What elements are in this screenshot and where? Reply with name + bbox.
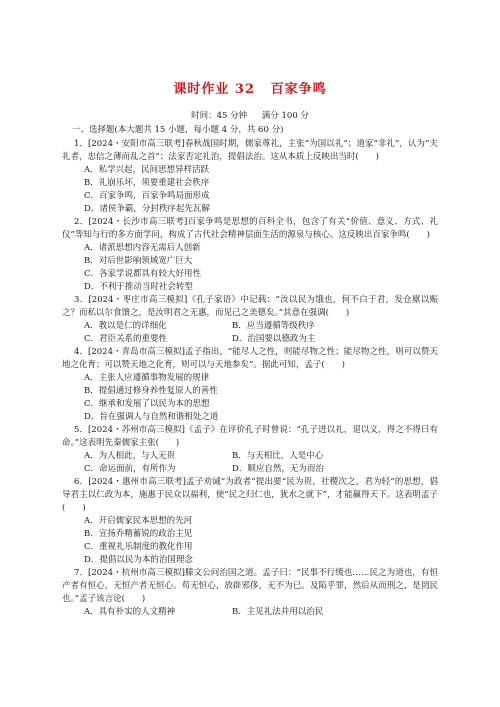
question-stem: 1．[2024・安阳市高三联考]春秋战国时期，儒家尊礼，主张“为国以礼”；道家“非礼”，认为“夫礼者，忠信之薄而乱之首”；法家否定礼治，提倡法治。这从本质上反映出当时( ) [62, 139, 438, 162]
answer-option: C．百家争鸣，百家争鸣局面形成 [84, 191, 210, 201]
question-3 [62, 294, 438, 346]
answer-option: B．礼崩乐坏，须要重建社会秩序 [84, 178, 210, 188]
answer-option: D．治国要以德政为主 [232, 334, 316, 344]
answer-option-row [62, 333, 438, 346]
answer-option: A．诸派思想内容无需后人创新 [84, 243, 201, 253]
time-limit: 时间：45 分钟 [191, 111, 248, 121]
question-4 [62, 346, 438, 424]
total-score: 满分 100 分 [261, 111, 309, 121]
answer-option: B．对后世影响领域宽广巨大 [84, 256, 193, 266]
answer-option: C．重视礼乐制度的教化作用 [84, 542, 193, 552]
question-stem: 2．[2024・长沙市高三联考]百家争鸣是思想的百科全书，包含了有关“价值、意义、方式、礼仪”等知与行的多方面学问，构成了古代社会精神层面生活的源泉与核心。这反映出百家争鸣( ) [62, 217, 438, 240]
answer-option: A．主张人应遵循事物发展的规律 [84, 373, 210, 383]
question-stem: 3．[2024・枣庄市高三模拟]《孔子家语》中记载：“汝以民为饿也，何不白于君，发仓廪以赈之？而私以尔食馈之，是汝明君之无惠，而见己之美德矣。”其意在强调( ) [62, 295, 438, 318]
question-list [62, 138, 438, 619]
answer-option: D．顺应自然，无为而治 [232, 464, 324, 474]
answer-option: B．与天相比，人是中心 [232, 451, 324, 461]
answer-option: A．为人相此，与人无贵 [84, 451, 176, 461]
answer-option: D．不利于推动当时社会转型 [84, 282, 193, 292]
question-6 [62, 476, 438, 567]
title-topic: 百家争鸣 [270, 82, 327, 97]
answer-option: A．私学兴起，民间思想异样活跃 [84, 165, 210, 175]
answer-option-row [62, 463, 438, 476]
question-stem: 6．[2024・惠州市高三联考]孟子劝诫“为政者”提出要“民为贵，社稷次之，君为轻”的思想，倡导君主以仁政为本，施惠于民众以福利，使“民之归仁也，犹水之就下”，才能赢得天下。这表明孟子( ) [62, 477, 438, 513]
answer-option: B．宣扬乔精蓄锐的政治主见 [84, 529, 193, 539]
section-header: 一、选择题(本大题共 15 小题，每小题 4 分，共 60 分) [72, 125, 284, 135]
answer-option: B．提倡通过修身养性复原人的善性 [84, 386, 218, 396]
page-title [62, 78, 438, 97]
answer-option: C．继承和发展了以民为本的思想 [84, 399, 210, 409]
answer-option: C．各家学说都具有较大好用性 [84, 269, 202, 279]
answer-option-row [62, 606, 438, 619]
answer-option: C．命运面前，有所作为 [84, 464, 176, 474]
answer-option: D．提倡以民为本的治国理念 [84, 555, 193, 565]
title-lesson-number: 课时作业 32 [173, 82, 256, 97]
question-stem: 4．[2024・青岛市高三模拟]孟子指出，“能尽人之性，则能尽物之性；能尽物之性，则可以赞天地之化育；可以赞天地之化育，则可以与天地参矣”。据此可知，孟子( ) [62, 347, 438, 370]
answer-option: A．教以是仁的详细化 [84, 321, 167, 331]
question-5 [62, 424, 438, 476]
answer-option-row [62, 450, 438, 463]
question-stem: 5．[2024・苏州市高三模拟]《孟子》在评价孔子时曾说：“孔子进以礼，退以义，得之不得曰有命。”这表明先秦儒家主张( ) [62, 425, 438, 448]
question-7 [62, 567, 438, 619]
answer-option: B．应当遵循等级秩序 [232, 321, 315, 331]
answer-option: D．诸侯争霸，分封秩序起先瓦解 [84, 204, 210, 214]
question-stem: 7．[2024・杭州市高三模拟]滕文公问治国之道。孟子曰：“民事不行缓也……民之为道也，有恒产者有恒心，无恒产者无恒心。苟无恒心，放辟邪侈，无不为已。及陷乎罪，然后从而刑之，是罔民也。”孟子该言论( ) [62, 568, 438, 604]
answer-option: C．君臣关系的重要性 [84, 334, 168, 344]
answer-option-row [62, 320, 438, 333]
question-2 [62, 216, 438, 294]
answer-option: D．旨在强调人与自然和谐相处之道 [84, 412, 219, 422]
answer-option: A．开启儒家民本思想的先河 [84, 516, 193, 526]
question-1 [62, 138, 438, 216]
exam-meta [62, 109, 438, 121]
answer-option: A．具有朴实的人文精神 [84, 607, 176, 617]
answer-option: B．主见礼法并用以治民 [232, 607, 324, 617]
